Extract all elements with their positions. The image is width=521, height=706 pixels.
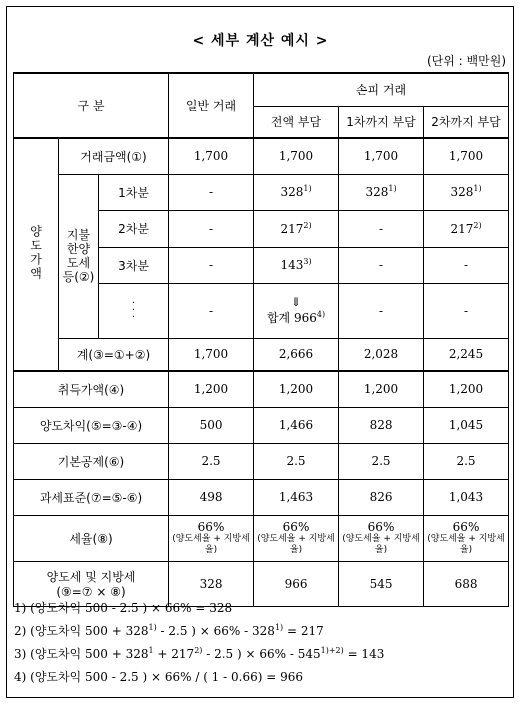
cell: 217$^{2)}$: [424, 210, 509, 247]
dots-label: · · ·: [99, 283, 169, 338]
trade-amount-label: 거래금액(①): [59, 138, 169, 174]
cell: ⇓ 합계 966$^{4)}$: [254, 283, 339, 338]
cell: 1,466: [254, 407, 339, 443]
cell: 498: [169, 479, 254, 515]
cell: 828: [339, 407, 424, 443]
cell: 1,200: [254, 371, 339, 407]
rate-cell: 66% (양도세율 + 지방세율): [339, 515, 424, 561]
header-normal: 일반 거래: [169, 73, 254, 138]
footnote-4: 4) (양도차익 500 - 2.5 ) × 66% / ( 1 - 0.66) = 966: [14, 670, 303, 684]
cell: 217$^{2)}$: [254, 210, 339, 247]
cell: -: [339, 247, 424, 283]
cell: 966: [254, 561, 339, 606]
tax-base-label: 과세표준(⑦=⑤-⑥): [14, 479, 169, 515]
cell: -: [424, 283, 509, 338]
rate-label: 세율(⑧): [14, 515, 169, 561]
acquisition-label: 취득가액(④): [14, 371, 169, 407]
cell: 1,200: [169, 371, 254, 407]
burden-tax-label: 지불한양도세등(②): [59, 174, 99, 338]
cell: 1,200: [339, 371, 424, 407]
cell: 1,463: [254, 479, 339, 515]
cell: 2,666: [254, 338, 339, 371]
header-first: 1차까지 부담: [339, 106, 424, 138]
rate-cell: 66% (양도세율 + 지방세율): [254, 515, 339, 561]
cell: 2,245: [424, 338, 509, 371]
second-label: 2차분: [99, 210, 169, 247]
header-second: 2차까지 부담: [424, 106, 509, 138]
cell: -: [169, 210, 254, 247]
rate-cell: 66% (양도세율 + 지방세율): [169, 515, 254, 561]
cell: 143$^{3)}$: [254, 247, 339, 283]
cell: 500: [169, 407, 254, 443]
cell: 1,700: [424, 138, 509, 174]
footnote-3: 3) (양도차익 $500 + 328^1 + 217^{2)} - 2.5$ ) × $66\% - 545^{1)+2)} = 143$: [14, 646, 385, 661]
gain-label: 양도차익(⑤=③-④): [14, 407, 169, 443]
footnote-2: 2) (양도차익 $500 + 328^{1)} - 2.5$ ) × $66\% - 328^{1)} = 217$: [14, 623, 324, 638]
cell: 826: [339, 479, 424, 515]
unit-label: (단위 : 백만원): [427, 54, 506, 68]
header-full: 전액 부담: [254, 106, 339, 138]
cell: 1,700: [169, 138, 254, 174]
cell: -: [169, 174, 254, 210]
cell: 328: [169, 561, 254, 606]
rate-cell: 66% (양도세율 + 지방세율): [424, 515, 509, 561]
cell: 2,028: [339, 338, 424, 371]
cell: 328$^{1)}$: [254, 174, 339, 210]
footnotes: [14, 597, 384, 689]
cell: 1,200: [424, 371, 509, 407]
cell: -: [169, 283, 254, 338]
cell: 328$^{1)}$: [339, 174, 424, 210]
deduction-label: 기본공제(⑥): [14, 443, 169, 479]
first-label: 1차분: [99, 174, 169, 210]
cell: 2.5: [254, 443, 339, 479]
cell: -: [424, 247, 509, 283]
cell: 1,045: [424, 407, 509, 443]
page-title: < 세부 계산 예시 >: [192, 33, 329, 49]
transfer-value-label: 양도가액: [14, 138, 59, 371]
cell: 688: [424, 561, 509, 606]
cell: 2.5: [339, 443, 424, 479]
header-category: 구 분: [14, 73, 169, 138]
footnote-1: 1) (양도차익 500 - 2.5 ) × 66% = 328: [14, 601, 233, 615]
cell: 1,043: [424, 479, 509, 515]
tax-example-table: [13, 72, 509, 607]
third-label: 3차분: [99, 247, 169, 283]
cell: 2.5: [169, 443, 254, 479]
cell: 2.5: [424, 443, 509, 479]
cell: -: [339, 283, 424, 338]
cell: 1,700: [169, 338, 254, 371]
header-loss: 손피 거래: [254, 73, 509, 106]
cell: 545: [339, 561, 424, 606]
cell: 1,700: [254, 138, 339, 174]
cell: 1,700: [339, 138, 424, 174]
tax-label: 양도세 및 지방세 (⑨=⑦ × ⑧): [14, 561, 169, 606]
cell: -: [339, 210, 424, 247]
cell: 328$^{1)}$: [424, 174, 509, 210]
sum-label: 계(③=①+②): [59, 338, 169, 371]
cell: -: [169, 247, 254, 283]
